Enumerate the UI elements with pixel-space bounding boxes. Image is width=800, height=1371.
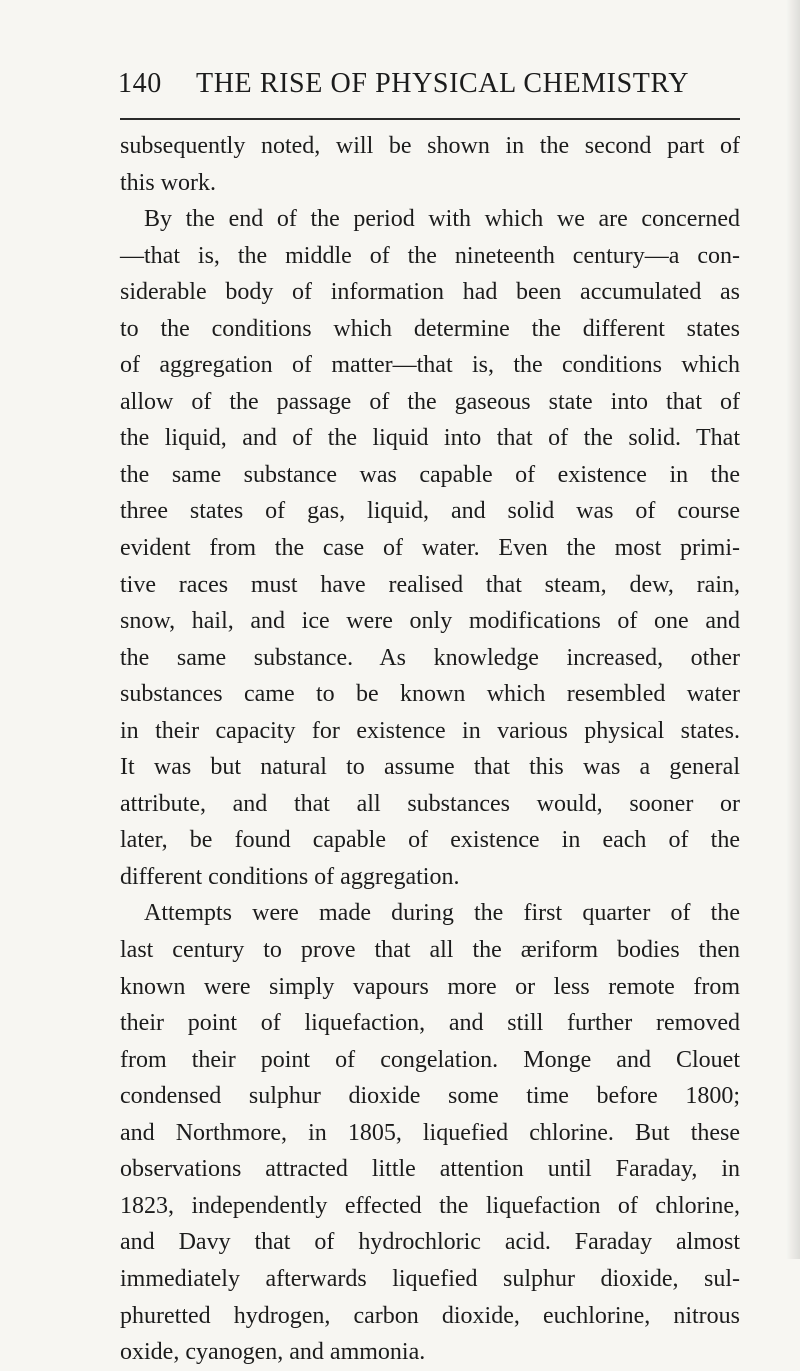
page-number: 140 [118, 68, 162, 99]
text-line: evident from the case of water. Even the most primi- [120, 535, 740, 562]
text-line: and Northmore, in 1805, liquefied chlorine. But these [120, 1119, 740, 1146]
page-edge-shadow [786, 0, 800, 1259]
header-rule [120, 118, 740, 120]
text-line: attribute, and that all substances would, sooner or [120, 790, 740, 817]
text-line: the liquid, and of the liquid into that of the solid. That [120, 425, 740, 452]
text-line: their point of liquefaction, and still further removed [120, 1010, 740, 1037]
text-line: oxide, cyanogen, and ammonia. [120, 1339, 426, 1366]
text-line: condensed sulphur dioxide some time before 1800; [120, 1083, 740, 1110]
text-line: from their point of congelation. Monge and Clouet [120, 1046, 740, 1073]
running-title: THE RISE OF PHYSICAL CHEMISTRY [196, 68, 690, 99]
text-line: three states of gas, liquid, and solid was of course [120, 498, 740, 525]
text-line: —that is, the middle of the nineteenth century—a con- [120, 242, 740, 269]
text-line: siderable body of information had been accumulated as [120, 279, 740, 306]
text-line: snow, hail, and ice were only modifications of one and [120, 608, 740, 635]
text-line: 1823, independently effected the liquefaction of chlorine, [120, 1192, 740, 1219]
text-line: immediately afterwards liquefied sulphur dioxide, sul- [120, 1265, 740, 1292]
text-line: By the end of the period with which we are concerned [144, 206, 740, 233]
text-line: in their capacity for existence in various physical states. [120, 717, 740, 744]
text-line: different conditions of aggregation. [120, 863, 460, 890]
text-line: Attempts were made during the first quarter of the [144, 900, 740, 927]
text-line: observations attracted little attention until Faraday, in [120, 1156, 740, 1183]
text-line: later, be found capable of existence in each of the [120, 827, 740, 854]
text-line: It was but natural to assume that this was a general [120, 754, 740, 781]
text-line: last century to prove that all the æriform bodies then [120, 937, 740, 964]
text-line: the same substance. As knowledge increased, other [120, 644, 740, 671]
text-line: the same substance was capable of existence in the [120, 461, 740, 488]
text-line: known were simply vapours more or less remote from [120, 973, 740, 1000]
text-line: subsequently noted, will be shown in the second part of [120, 133, 740, 159]
text-line: substances came to be known which resembled water [120, 681, 740, 708]
running-head [118, 62, 690, 106]
text-line: tive races must have realised that steam, dew, rain, [120, 571, 740, 598]
text-line: and Davy that of hydrochloric acid. Faraday almost [120, 1229, 740, 1256]
text-line: of aggregation of matter—that is, the conditions which [120, 352, 740, 379]
text-line: to the conditions which determine the different states [120, 315, 740, 342]
body-text [120, 128, 740, 1371]
text-line: allow of the passage of the gaseous state into that of [120, 388, 740, 415]
text-line: this work. [120, 169, 216, 196]
text-line: phuretted hydrogen, carbon dioxide, euchlorine, nitrous [120, 1302, 740, 1329]
